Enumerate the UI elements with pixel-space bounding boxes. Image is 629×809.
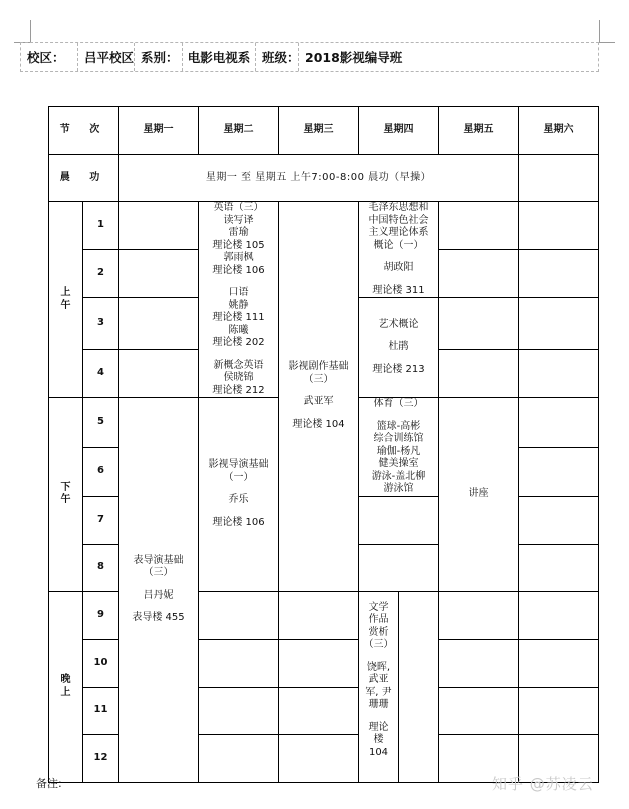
empty-cell (439, 250, 519, 298)
page-corner-mark (599, 42, 615, 43)
empty-cell (119, 250, 199, 298)
period-number: 5 (83, 398, 119, 448)
empty-cell (439, 350, 519, 398)
empty-cell (279, 687, 359, 734)
period-number: 9 (83, 591, 119, 639)
empty-cell (119, 298, 199, 350)
note-label: 备注: (36, 777, 62, 790)
empty-cell (399, 591, 439, 782)
page-corner-mark (599, 20, 600, 42)
empty-cell (519, 639, 599, 687)
campus-label: 校区： (21, 43, 78, 71)
empty-cell (199, 591, 279, 639)
course-thu-art-intro: 艺术概论 杜鹃 理论楼 213 (359, 298, 439, 398)
course-thu-pe: 体育（三） 篮球-高彬 综合训练馆 瑜伽-杨凡 健美操室 游泳-盖北柳 游泳馆 (359, 398, 439, 497)
period-number: 4 (83, 350, 119, 398)
empty-cell (359, 496, 439, 544)
empty-cell (439, 687, 519, 734)
empty-cell (519, 250, 599, 298)
empty-cell (519, 350, 599, 398)
page-corner-mark (30, 20, 31, 42)
timetable (48, 106, 599, 783)
course-thu-literature: 文学 作品 赏析 （三） 饶晖, 武亚 军, 尹 珊珊 理论 楼 104 (359, 591, 399, 782)
department-label: 系别： (135, 43, 183, 71)
class-info-bar (20, 42, 599, 72)
campus-value: 吕平校区 (78, 43, 135, 71)
period-number: 3 (83, 298, 119, 350)
empty-cell (519, 202, 599, 250)
course-mon-acting: 表导演基础 （三） 吕丹妮 表导楼 455 (119, 398, 199, 783)
day-header-mon: 星期一 (119, 107, 199, 155)
segment-afternoon: 下 午 (49, 398, 83, 592)
empty-cell (199, 639, 279, 687)
empty-cell (439, 202, 519, 250)
empty-cell (439, 591, 519, 639)
day-header-tue: 星期二 (199, 107, 279, 155)
empty-cell (519, 544, 599, 591)
day-header-fri: 星期五 (439, 107, 519, 155)
class-value: 2018影视编导班 (305, 50, 403, 65)
empty-cell (519, 447, 599, 496)
course-tue-english: 英语（三） 读写译 雷瑜 理论楼 105 郭雨枫 理论楼 106 口语 姚静 理论楼 111 陈曦 理论楼 202 新概念英语 侯晓锦 理论楼 212 (199, 202, 279, 398)
day-header-thu: 星期四 (359, 107, 439, 155)
segment-morning: 上 午 (49, 202, 83, 398)
watermark: 知乎 @苏凌云 (492, 775, 594, 793)
day-header-sat: 星期六 (519, 107, 599, 155)
course-tue-directing: 影视导演基础 （一） 乔乐 理论楼 106 (199, 398, 279, 592)
empty-cell (519, 155, 599, 202)
empty-cell (199, 734, 279, 782)
period-number: 12 (83, 734, 119, 782)
empty-cell (119, 350, 199, 398)
empty-cell (439, 298, 519, 350)
empty-cell (519, 496, 599, 544)
period-number: 8 (83, 544, 119, 591)
course-wed-screenwriting: 影视剧作基础 （三） 武亚军 理论楼 104 (279, 202, 359, 592)
segment-evening: 晚 上 (49, 591, 83, 782)
period-number: 10 (83, 639, 119, 687)
empty-cell (279, 639, 359, 687)
corner-header: 节 次 (49, 107, 119, 155)
period-number: 6 (83, 447, 119, 496)
empty-cell (439, 639, 519, 687)
period-number: 7 (83, 496, 119, 544)
empty-cell (279, 734, 359, 782)
header-row (49, 107, 599, 155)
empty-cell (519, 687, 599, 734)
period-number: 2 (83, 250, 119, 298)
course-fri-lecture: 讲座 (439, 398, 519, 592)
empty-cell (519, 591, 599, 639)
morning-exercise-label: 晨 功 (49, 155, 119, 202)
morning-exercise-row (49, 155, 599, 202)
department-value: 电影电视系 (183, 43, 256, 71)
period-number: 11 (83, 687, 119, 734)
empty-cell (519, 398, 599, 448)
day-header-wed: 星期三 (279, 107, 359, 155)
period-number: 1 (83, 202, 119, 250)
empty-cell (279, 591, 359, 639)
empty-cell (199, 687, 279, 734)
class-label: 班级： (256, 43, 299, 71)
empty-cell (519, 298, 599, 350)
course-thu-ideology: 毛泽东思想和 中国特色社会 主义理论体系 概论（一） 胡政阳 理论楼 311 (359, 202, 439, 298)
empty-cell (359, 544, 439, 591)
morning-exercise-text: 星期一 至 星期五 上午7:00-8:00 晨功（早操） (119, 155, 519, 202)
empty-cell (119, 202, 199, 250)
